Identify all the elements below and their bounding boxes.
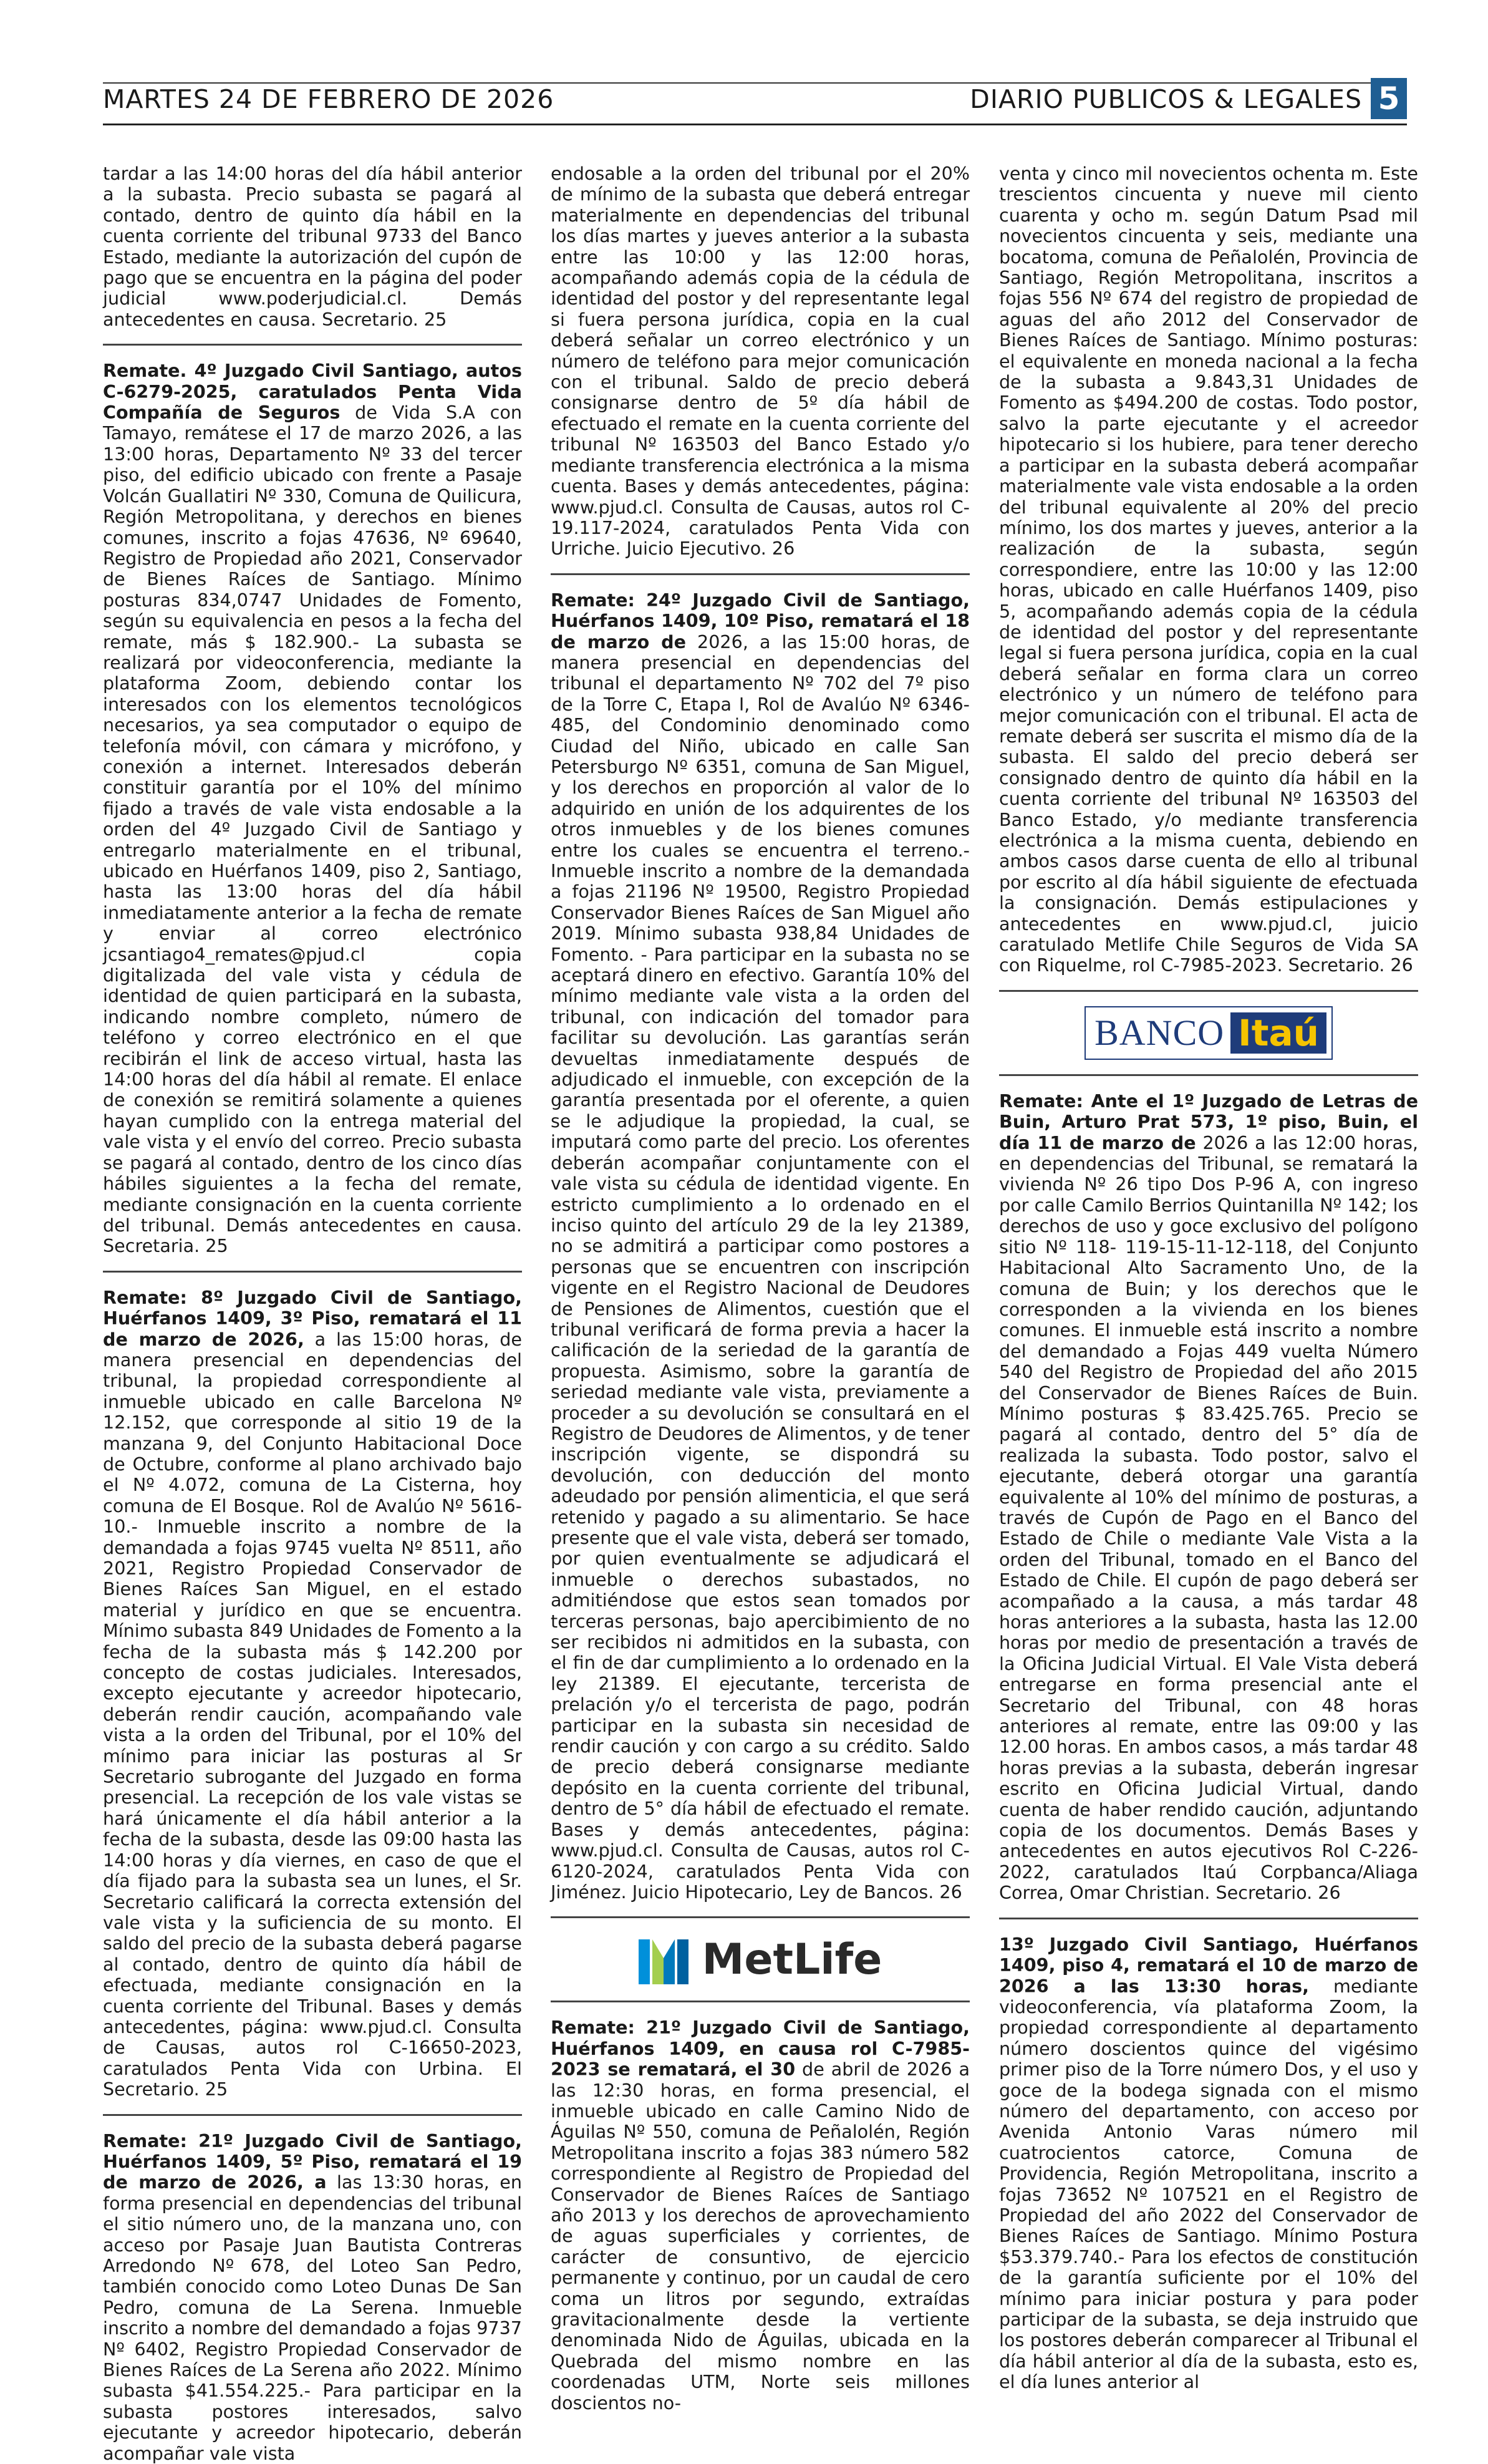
notice-continued: endosable a la orden del tribunal por el 20% de mínimo de la subasta que deberá entregar materialmente en dependencias del tribunal los días martes y jueves anterior a la subasta entre las 10:00 y las 12:00 horas, acompañando además copia de la cédula de identidad del postor y del representante legal si fuera persona jurídica, copia en la cual deberá señalar un correo electrónico y un número de teléfono para mejor comunicación con el tribunal. Saldo de precio deberá consignarse dentro de 5º día hábil de efectuado el remate en la cuenta corriente del tribunal Nº 163503 del Banco Estado y/o mediante transferencia electrónica a la misma cuenta. Bases y demás antecedentes, página: www.pjud.cl. Consulta de Causas, autos rol C-19.117-2024, caratulados Penta Vida con Urriche. Juicio Ejecutivo. 26	[551, 163, 970, 560]
notice	[999, 1934, 1418, 2393]
notice-body: mediante videoconferencia, vía plataforma Zoom, la propiedad correspondiente al departamento número doscientos quince del vigésimo primer piso de la Torre número Dos, y el uso y goce de la bodega signada con el mismo número del departamento, con acceso por Avenida Antonio Varas número mil cuatrocientos catorce, Comuna de Providencia, Región Metropolitana, inscrito a fojas 73652 Nº 107521 en el Registro de Propiedad del año 2022 del Conservador de Bienes Raíces de Santiago. Mínimo Postura $53.379.740.- Para los efectos de constitución de la garantía suficiente por el 10% del mínimo para iniciar postura y para poder participar de la subasta, se deja instruido que los postores deberán comparecer al Tribunal el día hábil anterior al día de la subasta, esto es, el día lunes anterior al	[999, 1975, 1419, 2393]
notice-separator	[999, 1918, 1418, 1919]
itau-logo	[1085, 1006, 1333, 1060]
notice-separator	[551, 573, 970, 575]
notice-separator	[103, 2114, 522, 2116]
notice-continued: venta y cinco mil novecientos ochenta m. Este trescientos cincuenta y nueve mil ciento cuarenta y ocho m. según Datum Psad mil novecientos cincuenta y seis, mediante una bocatoma, comuna de Peñalolén, Provincia de Santiago, Región Metropolitana, inscritos a fojas 556 Nº 674 del registro de propiedad de aguas del año 2012 del Conservador de Bienes Raíces de Santiago. Mínimo posturas: el equivalente en moneda nacional a la fecha de la subasta a 9.843,31 Unidades de Fomento as $494.200 de costas. Todo postor, salvo la parte ejecutante y el acreedor hipotecario si los hubiere, para tener derecho a participar en la subasta deberá acompañar materialmente vale vista endosable a la orden del tribunal equivalente al 20% del precio mínimo, los dos martes y jueves, anterior a la realización de la subasta, según correspondiere, entre las 10:00 y las 12:00 horas, ubicado en calle Huérfanos 1409, piso 5, acompañando además copia de la cédula de identidad del postor y del representante legal si fuera persona jurídica, copia en la cual deberá señalar en forma clara un correo electrónico y un número de teléfono para mejor comunicación con el tribunal. El acta de remate deberá ser suscrita el mismo día de la subasta. El saldo del precio deberá ser consignado dentro de quinto día hábil en la cuenta corriente del tribunal Nº 163503 del Banco Estado, y/o mediante transferencia electrónica a la misma cuenta, debiendo en ambos casos darse cuenta de ello al tribunal por escrito al día hábil siguiente de efectuada la consignación. Demás estipulaciones y antecedentes en www.pjud.cl, juicio caratulado Metlife Chile Seguros de Vida SA con Riquelme, rol C-7985-2023. Secretario. 26	[999, 163, 1418, 976]
column-3	[999, 163, 1418, 2393]
metlife-logo	[639, 1934, 882, 1984]
notice-heading: Remate: 21º Juzgado Civil de Santiago, Huérfanos 1409, 5º Piso, rematará el 19 de marzo de 2026, a	[103, 2130, 522, 2193]
itau-ad	[999, 996, 1418, 1070]
notice-body: 2026, a las 15:00 horas, de manera presencial en dependencias del tribunal el departamento Nº 702 del 7º piso de la Torre C, Etapa I, Rol de Avalúo Nº 6346-485, del Condominio denominado como Ciudad del Niño, ubicado en calle San Petersburgo Nº 6351, comuna de San Miguel, y los derechos en proporción al valor de lo adquirido en unión de los adquirentes de los otros inmuebles y de los bienes comunes entre los cuales se encuentra el terreno.- Inmueble inscrito a nombre de la demandada a fojas 21196 Nº 19500, Registro Propiedad Conservador Bienes Raíces de San Miguel año 2019. Mínimo subasta 938,84 Unidades de Fomento. - Para participar en la subasta no se aceptará dinero en efectivo. Garantía 10% del mínimo mediante vale vista a la orden del tribunal, con indicación del tomador para facilitar su devolución. Las garantías serán devueltas inmediatamente después de adjudicado el inmueble, con excepción de la garantía presentada por el oferente, a quien se le adjudique la propiedad, la cual, se imputará como parte del precio. Los oferentes deberán acompañar conjuntamente con el vale vista su cédula de identidad vigente. En estricto cumplimiento a lo ordenado en el inciso quinto del artículo 29 de la ley 21389, no se admitirá a participar como postores a personas que se encuentren con inscripción vigente en el Registro Nacional de Deudores de Pensiones de Alimentos, cuestión que el tribunal verificará de forma previa a hacer la calificación de la seriedad de la garantía de propuesta. Asimismo, sobre la garantía de seriedad mediante vale vista, previamente a proceder a su devolución se consultará en el Registro de Deudores de Alimentos, y de tener inscripción vigente, se dispondrá su devolución, con deducción del monto adeudado por pensión alimenticia, el que será retenido y pagado a su alimentario. Se hace presente que el vale vista, deberá ser tomado, por quien eventualmente se adjudicará el inmueble o derechos subastados, no admitiéndose que estos sean tomados por terceras personas, bajo apercibimiento de no ser recibidos ni admitidos en la subasta, con el fin de dar cumplimiento a lo ordenado en la ley 21389. El ejecutante, tercerista de prelación y/o el tercerista de pago, podrán participar en la subasta sin necesidad de rendir caución y con cargo a su crédito. Saldo de precio deberá consignarse mediante depósito en la cuenta corriente del tribunal, dentro de 5° día hábil de efectuado el remate. Bases y demás antecedentes, página: www.pjud.cl. Consulta de Causas, autos rol C-6120-2024, caratulados Penta Vida con Jiménez. Juicio Hipotecario, Ley de Bancos. 26	[551, 631, 970, 1903]
column-1	[103, 163, 522, 2464]
notice-body: a las 15:00 horas, de manera presencial en dependencias del tribunal, la propiedad correspondiente al inmueble ubicado en calle Barcelona Nº 12.152, que corresponde al sitio 19 de la manzana 9, del Conjunto Habitacional Doce de Octubre, conforme al plano archivado bajo el Nº 4.072, comuna de La Cisterna, hoy comuna de El Bosque. Rol de Avalúo Nº 5616-10.- Inmueble inscrito a nombre de la demandada a fojas 9745 vuelta Nº 8511, año 2021, Registro Propiedad Conservador de Bienes Raíces San Miguel, en el estado material y jurídico en que se encuentra. Mínimo subasta 849 Unidades de Fomento a la fecha de la subasta más $ 142.200 por concepto de costas judiciales. Interesados, excepto ejecutante y acreedor hipotecario, deberán rendir caución, acompañando vale vista a la orden del Tribunal, por el 10% del mínimo para iniciar las posturas al Sr Secretario subrogante del Juzgado en forma presencial. La recepción de los vale vistas se hará únicamente el día hábil anterior a la fecha de la subasta, desde las 09:00 hasta las 14:00 horas y día viernes, en caso de que el día fijado para la subasta sea un lunes, el Sr. Secretario calificará la correcta extensión del vale vista y la suficiencia de su monto. El saldo del precio de la subasta deberá pagarse al contado, dentro de quinto día hábil de efectuada, mediante consignación en la cuenta corriente del Tribunal. Bases y demás antecedentes, página: www.pjud.cl. Consulta de Causas, autos rol C-16650-2023, caratulados Penta Vida con Urbina. El Secretario. 25	[103, 1328, 522, 2100]
notice-separator	[551, 2001, 970, 2002]
notice-heading: Remate: 24º Juzgado Civil de Santiago, Huérfanos 1409, 10º Piso, rematará el 18 de marzo de	[551, 589, 970, 652]
notice	[103, 2131, 522, 2464]
notice-body: las 13:30 horas, en forma presencial en dependencias del tribunal el sitio número uno, de la manzana uno, con acceso por Pasaje Juan Bautista Contreras Arredondo Nº 678, del Loteo San Pedro, también conocido como Loteo Dunas De San Pedro, comuna de La Serena. Inmueble inscrito a nombre del demandado a fojas 9737 Nº 6402, Registro Propiedad Conservador de Bienes Raíces de La Serena año 2022. Mínimo subasta $41.554.225.- Para participar en la subasta postores interesados, salvo ejecutante y acreedor hipotecario, deberán acompañar vale vista	[103, 2171, 523, 2464]
metlife-ad	[551, 1922, 970, 1997]
notice-continued: tardar a las 14:00 horas del día hábil anterior a la subasta. Precio subasta se pagará al contado, dentro de quinto día hábil en la cuenta corriente del tribunal 9733 del Banco Estado, mediante la autorización del cupón de pago que se encuentra en la página del poder judicial www.poderjudicial.cl. Demás antecedentes en causa. Secretario. 25	[103, 163, 522, 330]
notice	[551, 2017, 970, 2413]
notice-heading: Remate: 21º Juzgado Civil de Santiago, Huérfanos 1409, en causa rol C-7985-2023 se rematará, el 30	[551, 2017, 970, 2080]
notice-heading: Remate. 4º Juzgado Civil Santiago, autos C-6279-2025, caratulados Penta Vida Compañía de Seguros	[103, 360, 522, 424]
notice-separator	[551, 1916, 970, 1918]
page-number: 5	[1371, 78, 1407, 119]
column-2	[551, 163, 970, 2413]
notice	[103, 1288, 522, 2100]
notice	[103, 361, 522, 1256]
metlife-m-icon	[639, 1934, 688, 1984]
notice-separator	[103, 1271, 522, 1273]
notice-separator	[999, 990, 1418, 992]
notice-separator	[103, 344, 522, 346]
notice	[551, 590, 970, 1903]
header-rule	[103, 124, 1407, 125]
publication-name: DIARIO PUBLICOS & LEGALES	[970, 84, 1362, 114]
notice-body: de Vida S.A con Tamayo, remátese el 17 de marzo 2026, a las 13:00 horas, Departamento Nº 33 del tercer piso, del edificio ubicado con frente a Pasaje Volcán Guallatiri Nº 330, Comuna de Quilicura, Región Metropolitana, y derechos en bienes comunes, inscrito a fojas 47636, Nº 69640, Registro de Propiedad año 2021, Conservador de Bienes Raíces de Santiago. Mínimo posturas 834,0747 Unidades de Fomento, según su equivalencia en pesos a la fecha del remate, más $ 182.900.- La subasta se realizará por videoconferencia, mediante la plataforma Zoom, debiendo contar los interesados con los elementos tecnológicos necesarios, ya sea computador o equipo de telefonía móvil, con cámara y micrófono, y conexión a internet. Interesados deberán constituir garantía por el 10% del mínimo fijado a través de vale vista endosable a la orden del 4º Juzgado Civil de Santiago y entregarlo materialmente en el tribunal, ubicado en Huérfanos 1409, piso 2, Santiago, hasta las 13:00 horas del día hábil inmediatamente anterior a la fecha de remate y enviar al correo electrónico jcsantiago4_remates@pjud.cl copia digitalizada del vale vista y cédula de identidad de quien participará en la subasta, indicando nombre completo, número de teléfono y correo electrónico en el que recibirán el link de acceso virtual, hasta las 14:00 horas del día hábil al remate. El enlace de conexión se remitirá solamente a quienes hayan cumplido con la entrega material del vale vista y el envío del correo. Precio subasta se pagará al contado, dentro de los cinco días hábiles siguientes a la fecha del remate, mediante consignación en la cuenta corriente del tribunal. Demás antecedentes en causa. Secretaria. 25	[103, 402, 522, 1257]
notice-heading: Remate: Ante el 1º Juzgado de Letras de Buin, Arturo Prat 573, 1º piso, Buin, el día 11 de marzo de	[999, 1090, 1418, 1153]
metlife-wordmark: MetLife	[702, 1934, 882, 1984]
notice-heading: Remate: 8º Juzgado Civil de Santiago, Huérfanos 1409, 3º Piso, rematará el 11 de marzo de 2026,	[103, 1286, 522, 1350]
notice-heading: 13º Juzgado Civil Santiago, Huérfanos 1409, piso 4, rematará el 10 de marzo de 2026 a las 13:30 horas,	[999, 1933, 1418, 1997]
itau-wordmark-banco: BANCO	[1094, 1012, 1225, 1054]
issue-date: MARTES 24 DE FEBRERO DE 2026	[103, 84, 554, 114]
notice-separator	[999, 1074, 1418, 1076]
itau-wordmark-itau: Itaú	[1230, 1012, 1326, 1054]
notice-body: de abril de 2026 a las 12:30 horas, en forma presencial, el inmueble ubicado en calle Camino Nido de Águilas Nº 550, comuna de Peñalolén, Región Metropolitana inscrito a fojas 383 número 582 correspondiente al Registro de Propiedad del Conservador de Bienes Raíces de Santiago año 2013 y los derechos de aprovechamiento de aguas superficiales y corrientes, de carácter de consuntivo, de ejercicio permanente y continuo, por un caudal de cero coma un litros por segundo, extraídas gravitacionalmente desde la vertiente denominada Nido de Águilas, ubicada en la Quebrada del mismo nombre en las coordenadas UTM, Norte seis millones doscientos no-	[551, 2059, 970, 2413]
notice-body: 2026 a las 12:00 horas, en dependencias del Tribunal, se rematará la vivienda Nº 26 tipo Dos P-96 A, con ingreso por calle Camilo Berrios Quintanilla Nº 142; los derechos de uso y goce exclusivo del polígono sitio Nº 118- 119-15-11-12-118, del Conjunto Habitacional Alto Sacramento Uno, de la comuna de Buin; y los derechos que le corresponden a la vivienda en los bienes comunes. El inmueble está inscrito a nombre del demandado a Fojas 449 vuelta Número 540 del Registro de Propiedad del año 2015 del Conservador de Bienes Raíces de Buin. Mínimo posturas $ 83.425.765. Precio se pagará al contado, dentro del 5° día de realizada la subasta. Todo postor, salvo el ejecutante, deberá otorgar una garantía equivalente al 10% del mínimo de posturas, a través de Cupón de Pago en el Banco del Estado de Chile o mediante Vale Vista a la orden del Tribunal, tomado en el Banco del Estado de Chile. El cupón de pago deberá ser acompañado a la causa, a más tardar 48 horas anteriores a la subasta, hasta las 12.00 horas por medio de presentación a través de la Oficina Judicial Virtual. El Vale Vista deberá entregarse en forma presencial ante el Secretario del Tribunal, con 48 horas anteriores al remate, entre las 09:00 y las 12.00 horas. En ambos casos, a más tardar 48 horas previas a la subasta, deberán ingresar escrito en Oficina Judicial Virtual, dando cuenta de haber rendido caución, adjuntando copia de los documentos. Demás Bases y antecedentes en autos ejecutivos Rol C-226-2022, caratulados Itaú Corpbanca/Aliaga Correa, Omar Christian. Secretario. 26	[999, 1132, 1418, 1904]
page-header	[103, 78, 1407, 123]
notice	[999, 1091, 1418, 1904]
